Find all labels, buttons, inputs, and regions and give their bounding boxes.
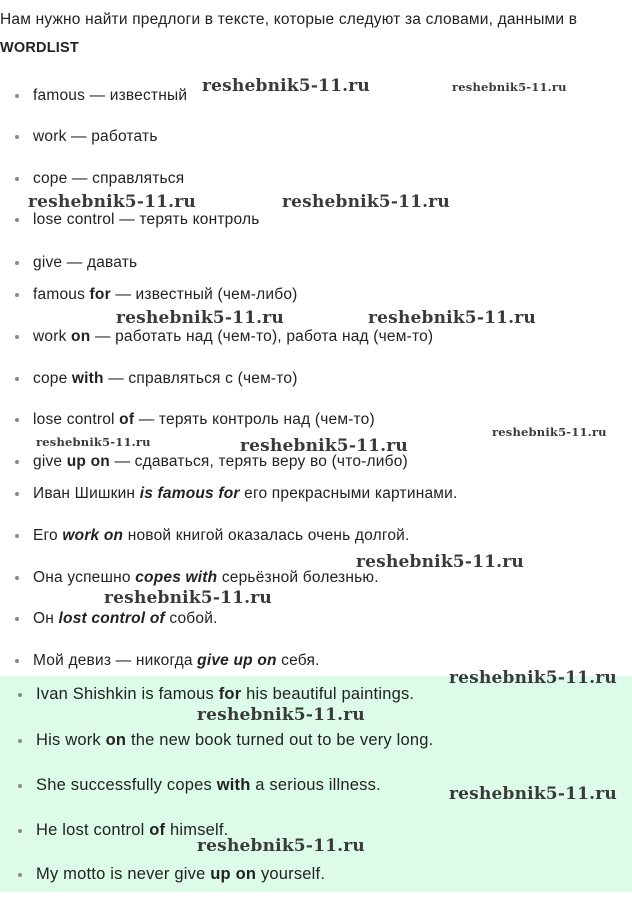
answer-item — [36, 775, 381, 795]
item-text: новой книгой оказалась очень долгой. — [123, 527, 410, 544]
item-text: a serious illness. — [250, 776, 381, 794]
item-text: — сдаваться, терять веру во (что-либо) — [109, 453, 408, 470]
item-text: His work — [36, 731, 106, 749]
highlighted-phrase: is famous for — [139, 485, 240, 502]
watermark-text: reshebnik5-11.ru — [202, 76, 370, 96]
watermark-text: reshebnik5-11.ru — [452, 80, 567, 94]
watermark-text: reshebnik5-11.ru — [28, 192, 196, 212]
highlighted-phrase: of — [149, 821, 166, 839]
item-text: серьёзной болезнью. — [217, 569, 379, 586]
item-text: Его — [33, 527, 63, 544]
item-text: his beautiful paintings. — [241, 685, 415, 703]
item-text: work — [33, 328, 72, 345]
highlighted-phrase: up on — [66, 453, 110, 470]
highlighted-phrase: on — [105, 731, 127, 749]
highlighted-phrase: work on — [62, 527, 124, 544]
list-item — [33, 568, 379, 588]
item-text: Ivan Shishkin is famous — [36, 685, 219, 703]
list-item — [33, 327, 433, 347]
list-item — [33, 484, 458, 504]
highlighted-phrase: up on — [210, 865, 257, 883]
item-text: cope — [33, 370, 72, 387]
list-item — [33, 609, 218, 629]
watermark-text: reshebnik5-11.ru — [116, 308, 284, 328]
watermark-text: reshebnik5-11.ru — [356, 552, 524, 572]
intro-paragraph — [0, 6, 630, 62]
item-text: — терять контроль над (чем-то) — [134, 411, 375, 428]
item-text: — известный (чем-либо) — [110, 286, 298, 303]
item-text: My motto is never give — [36, 865, 211, 883]
item-text: себя. — [276, 652, 320, 669]
highlighted-phrase: with — [71, 370, 104, 387]
highlighted-phrase: on — [71, 328, 91, 345]
item-text: cope — справляться — [33, 170, 185, 187]
answer-item — [36, 730, 433, 750]
list-item — [33, 410, 375, 430]
item-text: Мой девиз — никогда — [33, 652, 198, 669]
answer-item — [36, 684, 414, 704]
item-text: Она успешно — [33, 569, 136, 586]
watermark-text: reshebnik5-11.ru — [36, 435, 151, 449]
item-text: — работать над (чем-то), работа над (чем-то) — [90, 328, 434, 345]
item-text: famous — [33, 286, 90, 303]
list-item — [33, 127, 158, 147]
highlighted-phrase: give up on — [197, 652, 277, 669]
item-text: the new book turned out to be very long. — [126, 731, 434, 749]
item-text: yourself. — [256, 865, 326, 883]
list-item — [33, 369, 298, 389]
list-item — [33, 651, 320, 671]
wordlist-label: WORDLIST — [0, 40, 79, 56]
watermark-text: reshebnik5-11.ru — [368, 308, 536, 328]
item-text: give — давать — [33, 254, 138, 271]
list-item — [33, 169, 184, 189]
intro-text: Нам нужно найти предлоги в тексте, которые следуют за словами, данными в — [0, 11, 578, 28]
highlighted-phrase: for — [89, 286, 111, 303]
highlighted-phrase: for — [218, 685, 242, 703]
item-text: — справляться с (чем-то) — [103, 370, 298, 387]
item-text: lose control — терять контроль — [33, 211, 260, 228]
item-text: Иван Шишкин — [33, 485, 140, 502]
watermark-text: reshebnik5-11.ru — [449, 668, 617, 688]
watermark-text: reshebnik5-11.ru — [197, 705, 365, 725]
watermark-text: reshebnik5-11.ru — [197, 836, 365, 856]
item-text: lose control — [33, 411, 120, 428]
list-item — [33, 253, 137, 273]
highlighted-phrase: lost control of — [58, 610, 165, 627]
item-text: Он — [33, 610, 59, 627]
answer-item — [36, 864, 325, 884]
item-text: famous — известный — [33, 87, 188, 104]
item-text: give — [33, 453, 67, 470]
item-text: work — работать — [33, 128, 158, 145]
watermark-text: reshebnik5-11.ru — [240, 436, 408, 456]
item-text: его прекрасными картинами. — [239, 485, 458, 502]
list-item — [33, 526, 410, 546]
list-item — [33, 86, 187, 106]
watermark-text: reshebnik5-11.ru — [282, 192, 450, 212]
item-text: собой. — [164, 610, 218, 627]
item-text: himself. — [165, 821, 229, 839]
watermark-text: reshebnik5-11.ru — [104, 588, 272, 608]
list-item — [33, 285, 298, 305]
watermark-text: reshebnik5-11.ru — [492, 425, 607, 439]
highlighted-phrase: of — [119, 411, 135, 428]
highlighted-phrase: with — [216, 776, 251, 794]
watermark-text: reshebnik5-11.ru — [449, 784, 617, 804]
item-text: He lost control — [36, 821, 150, 839]
item-text: She successfully copes — [36, 776, 217, 794]
highlighted-phrase: copes with — [135, 569, 218, 586]
list-item — [33, 210, 260, 230]
